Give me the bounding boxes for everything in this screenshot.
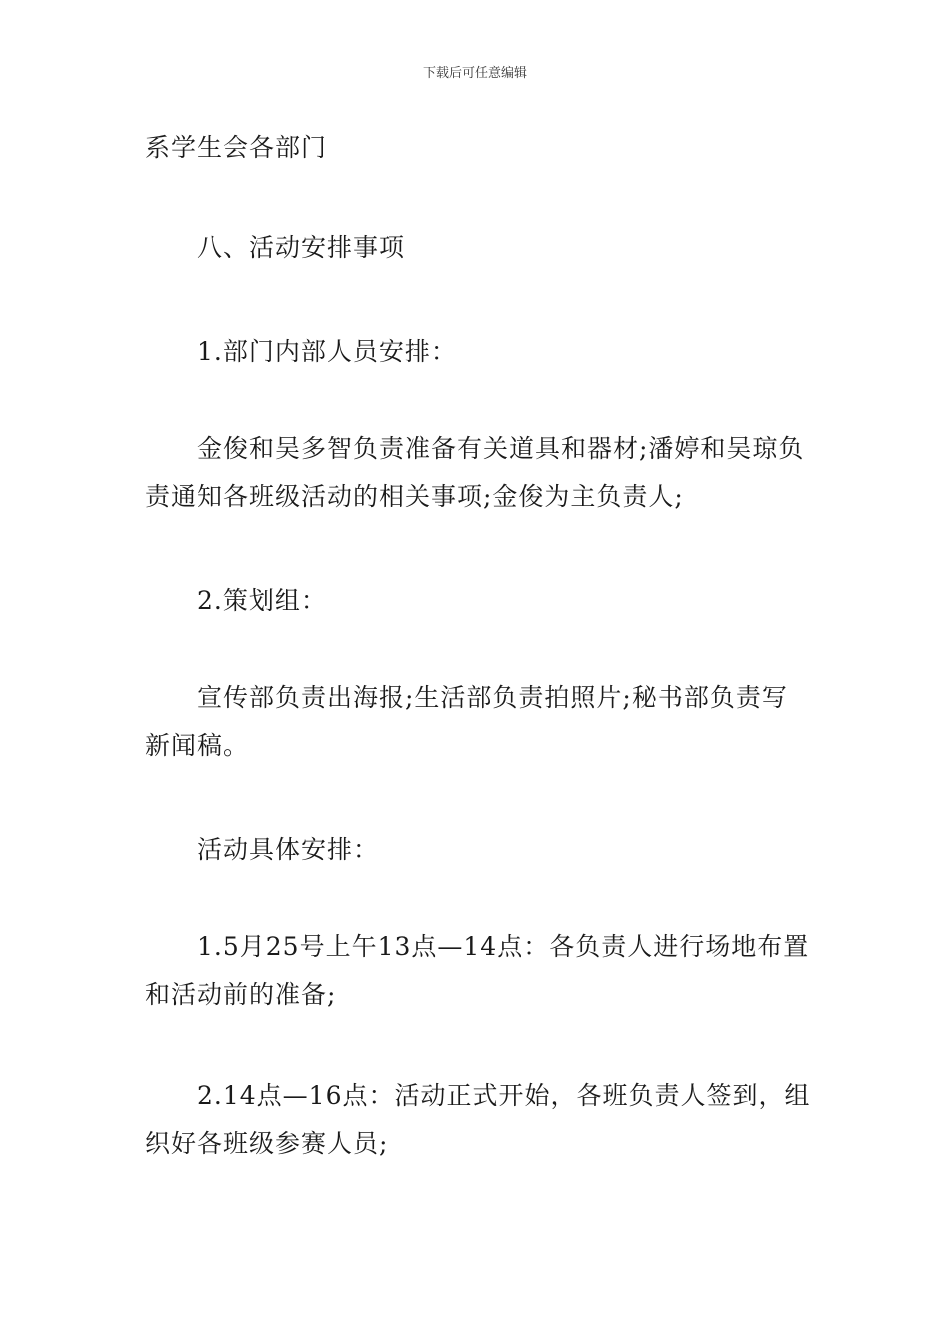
item-planning-group [145, 577, 810, 625]
text-line: 2.策划组： [197, 586, 327, 615]
section-heading-arrangements [145, 224, 810, 272]
paragraph-planning-duties [145, 674, 810, 770]
text-line: 1.部门内部人员安排： [197, 337, 457, 366]
paragraph-department [145, 124, 810, 172]
text-line: 和活动前的准备; [145, 980, 337, 1009]
text-line: 2.14点—16点：活动正式开始，各班负责人签到，组 [197, 1081, 811, 1110]
text-line: 活动具体安排： [197, 835, 380, 864]
item-staff-arrangement [145, 328, 810, 376]
text-line: 1.5月25号上午13点—14点：各负责人进行场地布置 [197, 932, 810, 961]
section-heading-schedule [145, 826, 810, 874]
schedule-item-1 [145, 923, 810, 1019]
page-header: 下载后可任意编辑 [422, 66, 527, 81]
text-line: 系学生会各部门 [145, 133, 328, 162]
text-line: 金俊和吴多智负责准备有关道具和器材;潘婷和吴琼负 [197, 434, 805, 463]
schedule-item-2 [145, 1072, 810, 1168]
paragraph-staff-duties [145, 425, 810, 521]
text-line: 宣传部负责出海报;生活部负责拍照片;秘书部负责写 [197, 683, 788, 712]
text-line: 织好各班级参赛人员; [145, 1129, 389, 1158]
text-line: 八、活动安排事项 [197, 233, 406, 262]
text-line: 责通知各班级活动的相关事项;金俊为主负责人; [145, 482, 684, 511]
text-line: 新闻稿。 [145, 731, 250, 760]
